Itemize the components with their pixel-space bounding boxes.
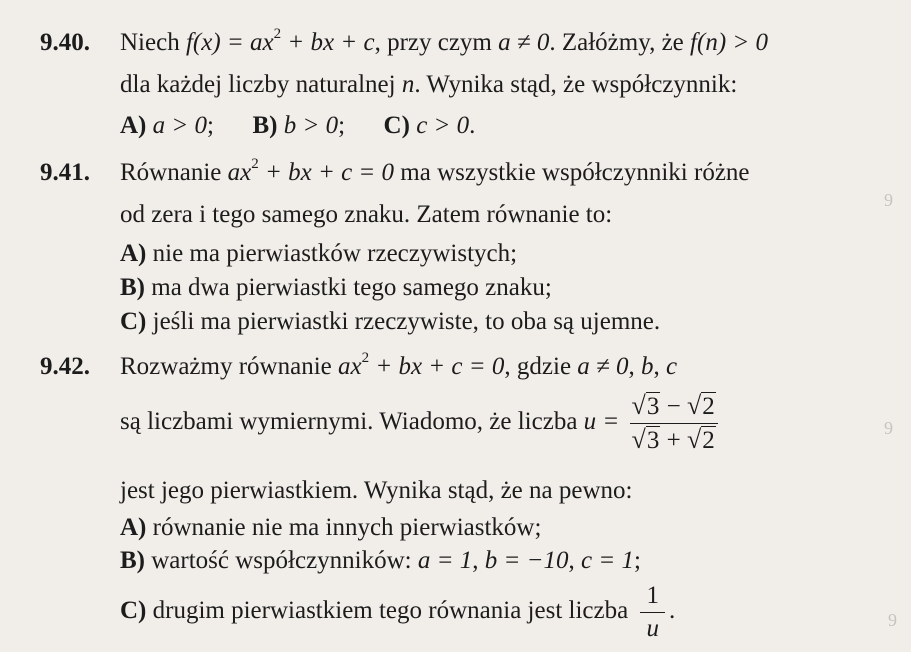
radicand: 3 <box>646 393 660 420</box>
option-c-label: C) <box>383 112 410 139</box>
equation: ax <box>337 353 362 380</box>
value-c: c = 1 <box>581 547 634 574</box>
radicand: 2 <box>702 427 715 454</box>
sqrt: √2 <box>686 391 715 420</box>
exponent: 2 <box>273 26 282 42</box>
sqrt: √3 <box>631 425 660 454</box>
text: , gdzie <box>504 353 578 380</box>
one-over-u-fraction <box>640 580 665 645</box>
condition: a ≠ 0 <box>498 29 550 56</box>
text: , przy czym <box>374 29 499 56</box>
option-b: ma dwa pierwiastki tego samego znaku; <box>151 274 552 301</box>
option-c-label: C) <box>120 308 147 335</box>
fraction-denominator <box>630 424 718 457</box>
value-b: b = −10 <box>484 547 569 574</box>
option-c: jeśli ma pierwiastki rzeczywiste, to oba są ujemne. <box>152 308 661 335</box>
problem-9-41-line-2: od zera i tego samego znaku. Zatem równanie to: <box>120 201 613 228</box>
option-c-label: C) <box>120 597 147 625</box>
radicand: 2 <box>702 393 715 420</box>
problem-9-40-options <box>120 111 475 141</box>
option-a-label: A) <box>120 514 147 541</box>
end-mark: . <box>469 112 476 139</box>
problem-9-42-line-3: jest jego pierwiastkiem. Wynika stąd, że na pewno: <box>120 477 633 504</box>
exponent: 2 <box>361 350 370 366</box>
separator: ; <box>207 112 214 139</box>
option-a-label: A) <box>120 240 147 267</box>
problem-9-41-line-1 <box>40 158 750 188</box>
problem-9-40-line-1 <box>40 28 768 58</box>
option-a-label: A) <box>120 112 147 139</box>
text: . Wynika stąd, że współczynnik: <box>414 71 738 98</box>
equation: + bx + c = 0 <box>258 159 395 186</box>
problem-9-42-line-1 <box>40 352 677 382</box>
option-c: c > 0 <box>416 112 470 139</box>
separator: , <box>472 547 479 574</box>
formula: + bx + c <box>281 29 375 56</box>
radicand: 3 <box>646 427 660 454</box>
condition: a ≠ 0 <box>577 353 629 380</box>
fraction-numerator: 1 <box>640 580 665 613</box>
option-a: równanie nie ma innych pierwiastków; <box>152 514 542 541</box>
text: Rozważmy równanie <box>120 353 338 380</box>
problem-9-42-option-c <box>120 580 675 645</box>
text: Niech <box>120 29 186 56</box>
option-a: nie ma pierwiastków rzeczywistych; <box>152 240 518 267</box>
bleed-through-mark: 9 <box>884 190 893 210</box>
sqrt: √3 <box>631 391 660 420</box>
equation: + bx + c = 0 <box>369 353 505 380</box>
text: dla każdej liczby naturalnej <box>120 71 402 98</box>
problem-9-40-line-2 <box>120 70 737 100</box>
text: są liczbami wymiernymi. Wiadomo, że liczba <box>120 408 584 436</box>
end-mark: . <box>668 597 676 625</box>
option-b: b > 0 <box>283 112 339 139</box>
formula: f(n) > 0 <box>690 29 769 56</box>
problem-9-41-option-a <box>120 239 517 269</box>
problem-9-42-option-b <box>120 546 641 576</box>
text: , <box>653 353 667 380</box>
problem-9-42-line-2 <box>120 390 722 457</box>
text: , <box>628 353 642 380</box>
exponent: 2 <box>251 156 259 172</box>
problem-number: 9.40. <box>40 29 90 56</box>
separator: ; <box>338 112 346 139</box>
text: Równanie <box>120 159 228 186</box>
text: ma wszystkie współczynniki różne <box>394 159 750 186</box>
equation: ax <box>227 159 252 186</box>
sqrt-fraction <box>630 390 718 457</box>
option-b-text: wartość współczynników: <box>151 547 418 574</box>
problem-9-41-option-b <box>120 273 552 303</box>
bleed-through-mark: 9 <box>888 610 897 630</box>
problem-9-41-option-c <box>120 307 660 337</box>
u-equals: u = <box>583 408 620 436</box>
option-b-label: B) <box>120 274 145 301</box>
variable-c: c <box>666 353 678 380</box>
problem-number: 9.42. <box>40 353 90 380</box>
problem-9-42-option-a <box>120 513 541 543</box>
variable: n <box>401 71 415 98</box>
sqrt: √2 <box>686 425 715 454</box>
option-c: drugim pierwiastkiem tego równania jest liczba <box>152 597 629 625</box>
fraction-denominator: u <box>646 615 659 642</box>
formula: f(x) = ax <box>185 29 274 56</box>
fraction-numerator <box>630 390 718 424</box>
variable-b: b <box>641 353 654 380</box>
option-b-label: B) <box>120 547 145 574</box>
option-b-label: B) <box>252 112 278 139</box>
operator: − <box>660 393 687 420</box>
separator: , <box>568 547 575 574</box>
option-a: a > 0 <box>152 112 208 139</box>
value-a: a = 1 <box>417 547 473 574</box>
bleed-through-mark: 9 <box>884 418 893 438</box>
problem-number: 9.41. <box>40 159 90 186</box>
text: . Załóżmy, że <box>549 29 691 56</box>
operator: + <box>660 427 687 454</box>
end-mark: ; <box>633 547 641 574</box>
